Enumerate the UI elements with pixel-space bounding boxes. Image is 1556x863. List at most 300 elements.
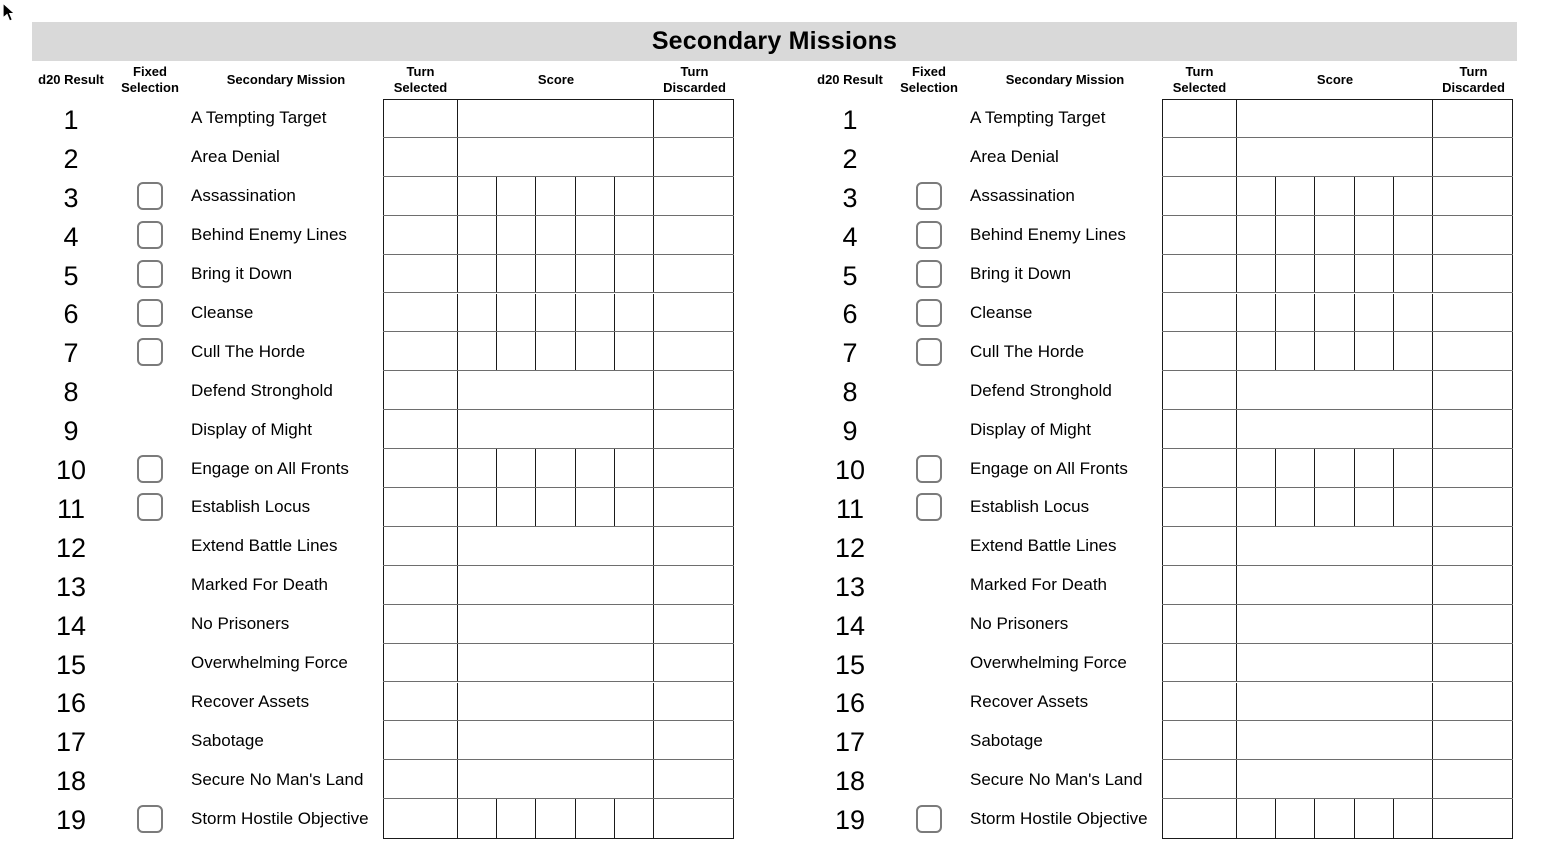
secondary-mission-name: Overwhelming Force [970,653,1127,673]
turn-selected-cell[interactable] [1162,216,1237,254]
secondary-mission-name: Display of Might [191,419,312,439]
d20-result-value: 2 [63,143,79,174]
turn-selected-cell[interactable] [383,566,458,604]
table-row [383,177,734,216]
turn-selected-cell[interactable] [1162,177,1237,215]
d20-result-value: 9 [63,416,79,447]
page-title: Secondary Missions [651,27,898,55]
table-row [1162,566,1513,605]
turn-discarded-cell[interactable] [654,255,734,293]
d20-result-value: 18 [834,766,866,797]
turn-discarded-cell[interactable] [1433,410,1513,448]
secondary-mission-name: Marked For Death [970,575,1107,595]
fixed-selection-checkbox[interactable] [916,221,942,249]
turn-selected-cell[interactable] [383,138,458,176]
score-cell[interactable] [536,488,575,526]
score-cell[interactable] [1237,488,1276,526]
score-cell[interactable] [1237,683,1433,721]
turn-selected-cell[interactable] [383,644,458,682]
score-cell[interactable] [458,488,497,526]
table-row [383,138,734,177]
fixed-selection-checkbox[interactable] [916,182,942,210]
fixed-selection-cell [903,294,955,333]
turn-discarded-cell[interactable] [654,566,734,604]
d20-result-value: 4 [842,221,858,252]
fixed-selection-checkbox[interactable] [916,260,942,288]
turn-discarded-cell[interactable] [1433,605,1513,643]
score-cell[interactable] [615,177,654,215]
score-cell[interactable] [458,644,654,682]
score-cell[interactable] [1276,332,1315,370]
score-cell[interactable] [615,488,654,526]
table-row [383,449,734,488]
score-cells [1237,294,1433,332]
score-cell[interactable] [1355,488,1394,526]
secondary-mission-name: Area Denial [970,147,1059,167]
turn-discarded-cell[interactable] [1433,371,1513,409]
d20-result-value: 17 [834,727,866,758]
turn-selected-cell[interactable] [1162,683,1237,721]
score-cell[interactable] [1355,255,1394,293]
d20-result-value: 15 [55,649,87,680]
score-cell[interactable] [458,99,654,137]
turn-discarded-cell[interactable] [1433,449,1513,487]
score-cell[interactable] [458,216,497,254]
score-cell[interactable] [576,799,615,838]
turn-selected-cell[interactable] [383,799,458,838]
fixed-selection-cell [124,216,176,255]
score-cell[interactable] [1237,216,1276,254]
column-header-turn-selected: Turn Selected [393,64,448,95]
score-cell[interactable] [1394,449,1433,487]
d20-result-value: 19 [834,805,866,836]
score-cell[interactable] [458,138,654,176]
d20-result-value: 7 [63,338,79,369]
score-cell[interactable] [497,449,536,487]
score-cell[interactable] [1315,488,1354,526]
score-cell[interactable] [576,294,615,332]
fixed-selection-cell [124,799,176,838]
score-cell[interactable] [1355,177,1394,215]
table-row [383,799,734,838]
score-cell[interactable] [1237,566,1433,604]
score-cell[interactable] [1237,721,1433,759]
score-cell[interactable] [497,177,536,215]
score-cell[interactable] [1237,644,1433,682]
score-cell[interactable] [576,332,615,370]
score-cell[interactable] [576,449,615,487]
table-row [383,371,734,410]
score-cell[interactable] [536,177,575,215]
score-cell[interactable] [458,683,654,721]
d20-result-value: 9 [842,416,858,447]
fixed-selection-checkbox[interactable] [137,493,163,521]
score-cells [1237,255,1433,293]
turn-discarded-cell[interactable] [654,177,734,215]
score-cell[interactable] [1237,760,1433,798]
turn-selected-cell[interactable] [383,605,458,643]
score-cell[interactable] [1237,527,1433,565]
score-cell[interactable] [1355,332,1394,370]
turn-selected-cell[interactable] [383,683,458,721]
turn-selected-cell[interactable] [1162,488,1237,526]
score-cell[interactable] [1237,605,1433,643]
d20-result-value: 13 [55,571,87,602]
fixed-selection-checkbox[interactable] [137,299,163,327]
turn-discarded-cell[interactable] [1433,644,1513,682]
turn-selected-cell[interactable] [1162,294,1237,332]
score-cell[interactable] [1237,410,1433,448]
score-cell[interactable] [458,410,654,448]
score-cell[interactable] [1237,138,1433,176]
d20-result-value: 3 [842,182,858,213]
secondary-mission-name: No Prisoners [191,614,290,634]
turn-selected-cell[interactable] [383,527,458,565]
turn-selected-cell[interactable] [1162,566,1237,604]
score-cell[interactable] [1237,371,1433,409]
turn-discarded-cell[interactable] [1433,216,1513,254]
turn-selected-cell[interactable] [1162,410,1237,448]
score-cell[interactable] [458,799,497,838]
score-cell[interactable] [458,760,654,798]
d20-result-value: 8 [63,377,79,408]
secondary-mission-name: Behind Enemy Lines [191,225,347,245]
column-header-turn-discarded: Turn Discarded [1442,64,1505,95]
score-cell[interactable] [576,488,615,526]
score-cell[interactable] [576,255,615,293]
turn-selected-cell[interactable] [383,760,458,798]
secondary-mission-name: Extend Battle Lines [970,536,1117,556]
column-header-score: Score [1316,72,1354,88]
d20-result-value: 5 [842,260,858,291]
turn-discarded-cell[interactable] [654,294,734,332]
turn-selected-cell[interactable] [383,294,458,332]
d20-result-value: 8 [842,377,858,408]
turn-selected-cell[interactable] [383,99,458,137]
table-row [1162,527,1513,566]
turn-selected-cell[interactable] [383,721,458,759]
turn-selected-cell[interactable] [383,410,458,448]
table-row [1162,332,1513,371]
table-row [383,99,734,138]
score-cell[interactable] [1237,449,1276,487]
column-header-secondary-mission: Secondary Mission [226,72,346,88]
turn-selected-cell[interactable] [1162,527,1237,565]
turn-selected-cell[interactable] [383,371,458,409]
score-cell[interactable] [1237,294,1276,332]
turn-discarded-cell[interactable] [654,371,734,409]
secondary-mission-name: Cleanse [191,302,254,322]
score-cell[interactable] [1355,799,1394,838]
score-cell[interactable] [536,332,575,370]
score-cell[interactable] [458,566,654,604]
secondary-mission-name: Bring it Down [191,264,293,284]
turn-selected-cell[interactable] [1162,332,1237,370]
score-cell[interactable] [1394,332,1433,370]
score-cell[interactable] [458,605,654,643]
turn-discarded-cell[interactable] [1433,799,1513,838]
score-cell[interactable] [1276,255,1315,293]
turn-discarded-cell[interactable] [654,138,734,176]
turn-discarded-cell[interactable] [654,760,734,798]
turn-discarded-cell[interactable] [1433,488,1513,526]
fixed-selection-checkbox[interactable] [137,455,163,483]
turn-discarded-cell[interactable] [654,644,734,682]
score-cell[interactable] [1276,488,1315,526]
score-cell[interactable] [1315,449,1354,487]
turn-discarded-cell[interactable] [1433,760,1513,798]
score-cell[interactable] [458,332,497,370]
score-cell[interactable] [458,177,497,215]
turn-discarded-cell[interactable] [1433,255,1513,293]
score-cells [458,721,654,759]
d20-result-value: 13 [834,571,866,602]
fixed-selection-checkbox[interactable] [916,455,942,483]
turn-discarded-cell[interactable] [654,332,734,370]
secondary-mission-name: Display of Might [970,419,1091,439]
score-cells [458,760,654,798]
score-cell[interactable] [1355,449,1394,487]
score-cells [458,449,654,487]
secondary-mission-name: Defend Stronghold [970,380,1112,400]
score-cell[interactable] [536,255,575,293]
table-row [1162,449,1513,488]
score-cell[interactable] [458,449,497,487]
score-cell[interactable] [497,216,536,254]
score-cell[interactable] [497,488,536,526]
table-row [383,527,734,566]
score-cell[interactable] [536,216,575,254]
score-cell[interactable] [1315,216,1354,254]
score-cell[interactable] [458,721,654,759]
turn-discarded-cell[interactable] [654,683,734,721]
score-cell[interactable] [615,799,654,838]
d20-result-value: 18 [55,766,87,797]
score-cell[interactable] [1315,332,1354,370]
turn-discarded-cell[interactable] [654,488,734,526]
turn-selected-cell[interactable] [1162,605,1237,643]
fixed-selection-checkbox[interactable] [916,299,942,327]
score-cells [1237,527,1433,565]
score-cell[interactable] [536,449,575,487]
turn-discarded-cell[interactable] [1433,566,1513,604]
table-row [383,721,734,760]
column-header-d20-result: d20 Result [38,72,104,88]
turn-discarded-cell[interactable] [1433,683,1513,721]
fixed-selection-checkbox[interactable] [916,338,942,366]
turn-selected-cell[interactable] [383,332,458,370]
score-cell[interactable] [1276,799,1315,838]
score-cell[interactable] [1355,294,1394,332]
score-cell[interactable] [497,799,536,838]
turn-selected-cell[interactable] [1162,799,1237,838]
fixed-selection-cell [903,177,955,216]
score-cell[interactable] [1237,332,1276,370]
score-cell[interactable] [536,294,575,332]
turn-selected-cell[interactable] [1162,255,1237,293]
score-cell[interactable] [615,449,654,487]
table-row [1162,216,1513,255]
secondary-mission-name: A Tempting Target [970,108,1106,128]
secondary-mission-name: Assassination [191,186,296,206]
secondary-missions-table-left [32,0,792,863]
d20-result-value: 7 [842,338,858,369]
turn-discarded-cell[interactable] [1433,721,1513,759]
fixed-selection-checkbox[interactable] [137,182,163,210]
turn-discarded-cell[interactable] [1433,332,1513,370]
table-row [1162,177,1513,216]
table-row [1162,488,1513,527]
score-cell[interactable] [458,255,497,293]
turn-selected-cell[interactable] [383,449,458,487]
score-cells [458,371,654,409]
score-cell[interactable] [615,255,654,293]
table-row [1162,99,1513,138]
d20-result-value: 6 [842,299,858,330]
turn-discarded-cell[interactable] [1433,294,1513,332]
turn-discarded-cell[interactable] [654,449,734,487]
fixed-selection-cell [124,255,176,294]
score-cell[interactable] [576,177,615,215]
turn-discarded-cell[interactable] [1433,138,1513,176]
score-cell[interactable] [497,332,536,370]
score-cell[interactable] [1315,177,1354,215]
turn-discarded-cell[interactable] [1433,177,1513,215]
d20-result-value: 5 [63,260,79,291]
secondary-mission-name: Behind Enemy Lines [970,225,1126,245]
fixed-selection-cell [903,216,955,255]
score-cell[interactable] [1315,799,1354,838]
score-cell[interactable] [1276,177,1315,215]
d20-result-value: 14 [834,610,866,641]
score-cell[interactable] [1394,488,1433,526]
turn-discarded-cell[interactable] [654,605,734,643]
score-cell[interactable] [497,255,536,293]
table-row [383,605,734,644]
turn-selected-cell[interactable] [1162,644,1237,682]
turn-selected-cell[interactable] [383,216,458,254]
turn-discarded-cell[interactable] [1433,527,1513,565]
score-cell[interactable] [1237,799,1276,838]
score-cells [1237,449,1433,487]
score-cell[interactable] [615,332,654,370]
turn-selected-cell[interactable] [383,488,458,526]
secondary-missions-table-right [811,0,1556,863]
column-header-turn-discarded: Turn Discarded [663,64,726,95]
d20-result-value: 17 [55,727,87,758]
fixed-selection-checkbox[interactable] [137,221,163,249]
d20-result-value: 19 [55,805,87,836]
score-cell[interactable] [497,294,536,332]
table-row [1162,760,1513,799]
fixed-selection-cell [124,177,176,216]
score-cell[interactable] [458,294,497,332]
column-header-score: Score [537,72,575,88]
fixed-selection-checkbox[interactable] [137,805,163,833]
score-cell[interactable] [1276,294,1315,332]
turn-discarded-cell[interactable] [654,527,734,565]
turn-discarded-cell[interactable] [1433,99,1513,137]
turn-selected-cell[interactable] [1162,760,1237,798]
score-cells [1237,410,1433,448]
turn-discarded-cell[interactable] [654,410,734,448]
score-cell[interactable] [1394,294,1433,332]
score-cell[interactable] [1394,177,1433,215]
turn-selected-cell[interactable] [1162,99,1237,137]
score-cell[interactable] [615,216,654,254]
table-row [1162,721,1513,760]
fixed-selection-checkbox[interactable] [916,805,942,833]
turn-selected-cell[interactable] [1162,371,1237,409]
turn-selected-cell[interactable] [383,177,458,215]
score-cells [1237,332,1433,370]
secondary-mission-name: Recover Assets [191,691,310,711]
fixed-selection-checkbox[interactable] [137,338,163,366]
score-cell[interactable] [458,371,654,409]
score-cells [458,644,654,682]
table-row [383,410,734,449]
score-cell[interactable] [1276,216,1315,254]
column-header-fixed-selection: Fixed Selection [900,64,958,95]
d20-result-value: 4 [63,221,79,252]
score-cell[interactable] [1237,99,1433,137]
turn-discarded-cell[interactable] [654,99,734,137]
score-cell[interactable] [1394,255,1433,293]
fixed-selection-checkbox[interactable] [137,260,163,288]
column-header-d20-result: d20 Result [817,72,883,88]
fixed-selection-checkbox[interactable] [916,493,942,521]
score-cell[interactable] [1315,294,1354,332]
score-cell[interactable] [1394,216,1433,254]
score-cells [1237,760,1433,798]
turn-selected-cell[interactable] [383,255,458,293]
score-cell[interactable] [615,294,654,332]
fixed-selection-cell [124,332,176,371]
score-cell[interactable] [458,527,654,565]
turn-discarded-cell[interactable] [654,721,734,759]
score-cell[interactable] [576,216,615,254]
turn-discarded-cell[interactable] [654,799,734,838]
score-cells [458,294,654,332]
score-cells [458,605,654,643]
turn-selected-cell[interactable] [1162,721,1237,759]
turn-discarded-cell[interactable] [654,216,734,254]
score-cell[interactable] [1394,799,1433,838]
score-cell[interactable] [1276,449,1315,487]
score-cell[interactable] [1315,255,1354,293]
fixed-selection-cell [124,488,176,527]
score-cell[interactable] [1237,177,1276,215]
score-cell[interactable] [1237,255,1276,293]
secondary-mission-name: Engage on All Fronts [970,458,1128,478]
score-cells [1237,138,1433,176]
score-cells [1237,605,1433,643]
secondary-mission-name: Cull The Horde [191,341,306,361]
d20-result-value: 6 [63,299,79,330]
secondary-mission-name: Cull The Horde [970,341,1085,361]
table-row [383,332,734,371]
secondary-mission-name: Sabotage [191,730,264,750]
score-cells [458,332,654,370]
turn-selected-cell[interactable] [1162,449,1237,487]
table-row [383,760,734,799]
score-cell[interactable] [536,799,575,838]
score-cell[interactable] [1355,216,1394,254]
turn-selected-cell[interactable] [1162,138,1237,176]
secondary-mission-name: Defend Stronghold [191,380,333,400]
fixed-selection-cell [124,449,176,488]
table-row [1162,605,1513,644]
